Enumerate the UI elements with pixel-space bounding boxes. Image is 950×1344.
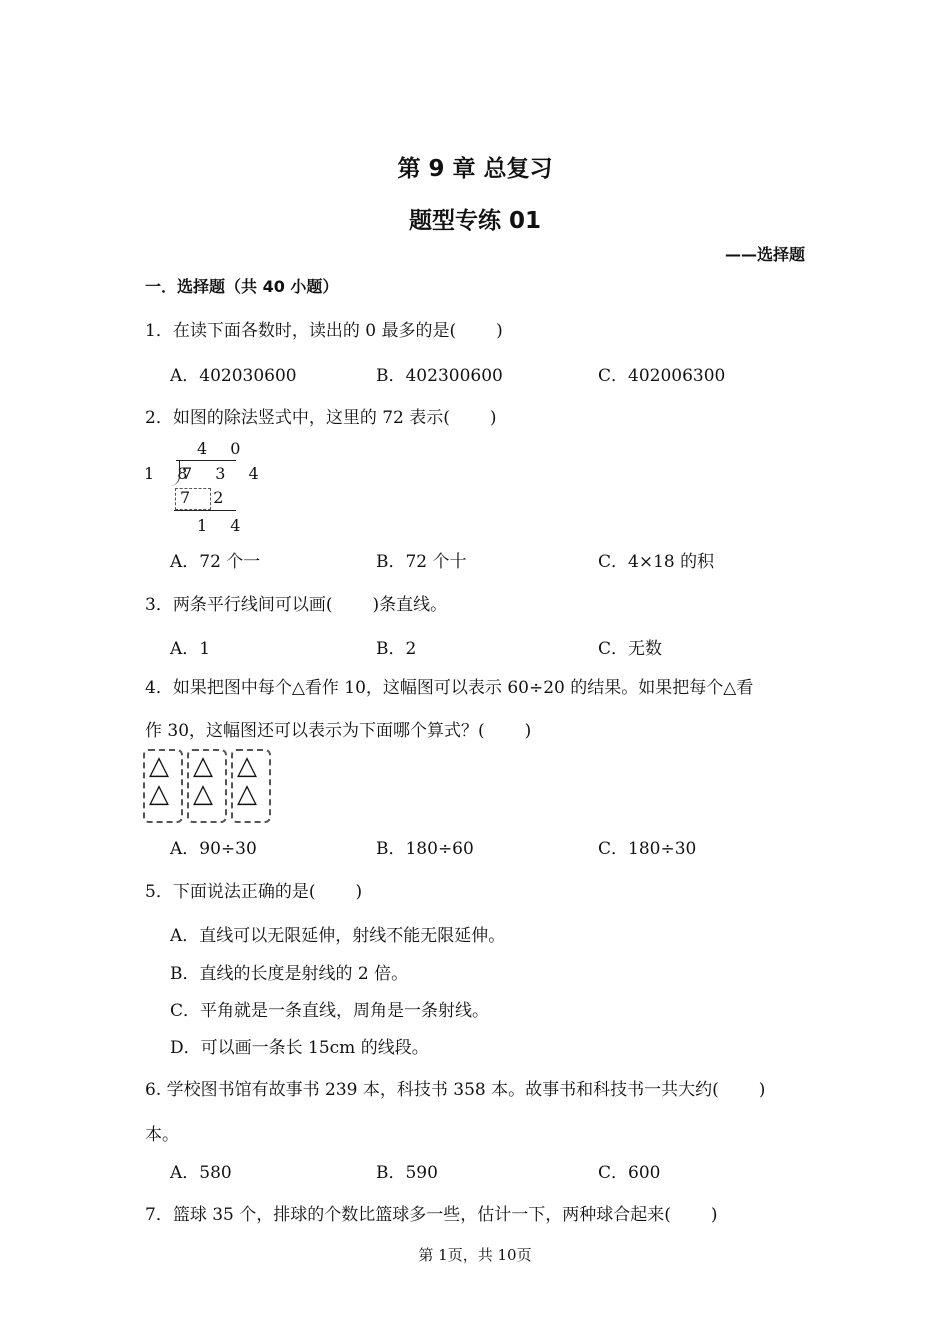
question-stem-text: 作 30，这幅图还可以表示为下面哪个算式？( (145, 721, 485, 741)
question-stem-text: 3．两条平行线间可以画( (145, 595, 333, 615)
division-underline (174, 510, 236, 511)
question-type-tag: ——选择题 (724, 245, 805, 264)
q2-option-c[interactable]: C．4×18 的积 (598, 552, 715, 572)
paren-close: )条直线。 (372, 595, 448, 615)
triangle-icon: △ (193, 751, 213, 781)
page-footer: 第 1页，共 10页 (418, 1246, 532, 1264)
triangle-icon: △ (149, 779, 169, 809)
triangle-icon: △ (193, 779, 213, 809)
q6-option-a[interactable]: A．580 (170, 1163, 232, 1183)
division-bar (176, 460, 236, 461)
division-quotient: 4 0 (197, 439, 250, 458)
paren-close: ) (524, 721, 532, 741)
section-heading: 一．选择题（共 40 小题） (145, 277, 339, 296)
q3-option-b[interactable]: B．2 (376, 639, 417, 659)
q4-option-b[interactable]: B．180÷60 (376, 839, 474, 859)
q2-option-a[interactable]: A．72 个一 (170, 552, 261, 572)
division-divisor: 1 8 (144, 464, 197, 483)
division-dividend: 7 3 4 (182, 464, 268, 483)
division-remainder: 1 4 (197, 516, 250, 535)
q1-option-b[interactable]: B．402300600 (376, 366, 503, 386)
division-product: 7 2 (180, 488, 233, 507)
q6-option-c[interactable]: C．600 (598, 1163, 661, 1183)
paren-close: ) (710, 1205, 718, 1225)
question-stem-text: 2．如图的除法竖式中，这里的 72 表示( (145, 408, 450, 428)
q6-option-b[interactable]: B．590 (376, 1163, 438, 1183)
triangle-groups-figure (143, 749, 273, 823)
q4-option-c[interactable]: C．180÷30 (598, 839, 697, 859)
question-6-stem-line1 (145, 1075, 765, 1100)
question-4-stem-line2 (145, 716, 531, 741)
question-3-stem (145, 590, 447, 615)
question-2-stem (145, 403, 497, 428)
chapter-title: 第 9 章 总复习 (397, 156, 553, 182)
question-6-stem-line2: 本。 (145, 1125, 179, 1145)
question-1-stem (145, 316, 503, 341)
paren-close: ) (758, 1080, 766, 1100)
q3-option-c[interactable]: C．无数 (598, 639, 663, 659)
q5-option-a[interactable]: A．直线可以无限延伸，射线不能无限延伸。 (170, 926, 506, 946)
question-stem-text: 1．在读下面各数时，读出的 0 最多的是( (145, 321, 457, 341)
paren-close: ) (496, 321, 503, 341)
q3-option-a[interactable]: A．1 (170, 639, 211, 659)
paren-close: ) (355, 882, 363, 902)
triangle-icon: △ (237, 751, 257, 781)
triangle-icon: △ (149, 751, 169, 781)
question-stem-text: 7．篮球 35 个，排球的个数比篮球多一些，估计一下，两种球合起来( (145, 1205, 671, 1225)
q5-option-b[interactable]: B．直线的长度是射线的 2 倍。 (170, 964, 409, 984)
q5-option-d[interactable]: D．可以画一条长 15cm 的线段。 (170, 1038, 429, 1058)
question-stem-text: 5．下面说法正确的是( (145, 882, 316, 902)
triangle-icon: △ (237, 779, 257, 809)
question-stem-text: 6. 学校图书馆有故事书 239 本，科技书 358 本。故事书和科技书一共大约( (145, 1080, 719, 1100)
q4-option-a[interactable]: A．90÷30 (170, 839, 257, 859)
q1-option-a[interactable]: A．402030600 (170, 366, 297, 386)
section-subtitle: 题型专练 01 (408, 208, 541, 234)
q1-option-c[interactable]: C．402006300 (598, 366, 726, 386)
q5-option-c[interactable]: C．平角就是一条直线，周角是一条射线。 (170, 1001, 490, 1021)
paren-close: ) (489, 408, 497, 428)
question-4-stem-line1: 4．如果把图中每个△看作 10，这幅图可以表示 60÷20 的结果。如果把每个△看 (145, 678, 754, 698)
question-5-stem (145, 877, 362, 902)
long-division-figure (140, 436, 268, 536)
q2-option-b[interactable]: B．72 个十 (376, 552, 467, 572)
question-7-stem (145, 1200, 718, 1225)
